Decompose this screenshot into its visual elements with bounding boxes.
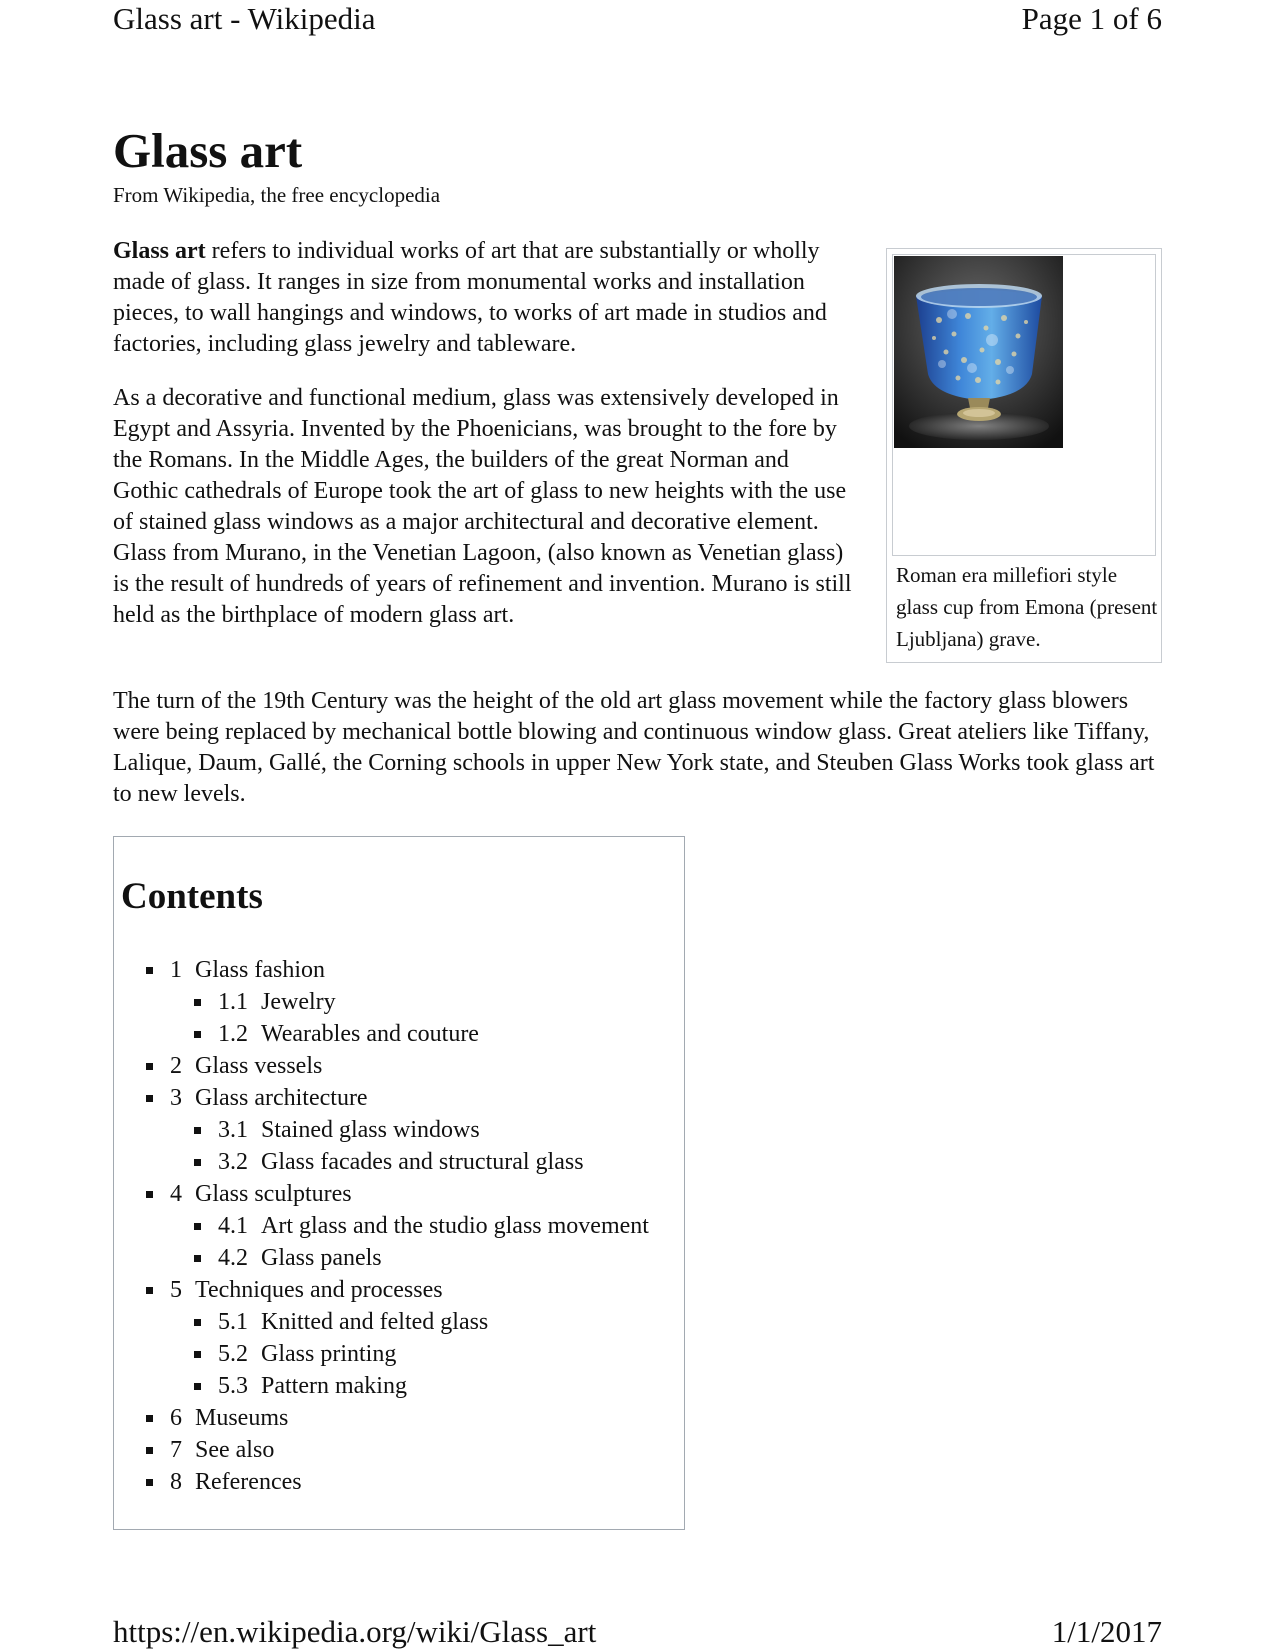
history-paragraph: As a decorative and functional medium, glass was extensively developed in Egypt and Assyria. Invented by the Phoenicians, was brought to the fore by the Romans. In the Middle Ages, the builders of the great Norman and Gothic cathedrals of Europe took the art of glass to new heights with the use of stained glass windows as a major architectural and decorative element. Glass from Murano, in the Venetian Lagoon, (also known as Venetian glass) is the result of hundreds of years of refinement and invention. Murano is still held as the birthplace of modern glass art.: [113, 385, 852, 628]
toc-bullet-icon: [194, 1223, 201, 1230]
glass-cup-image[interactable]: [894, 256, 1063, 448]
toc-item-label: Glass vessels: [195, 1053, 323, 1079]
toc-bullet-icon: [194, 999, 201, 1006]
toc-list: [114, 954, 649, 1498]
toc-bullet-icon: [194, 1383, 201, 1390]
toc-bullet-icon: [194, 1255, 201, 1262]
toc-item[interactable]: [114, 1466, 649, 1498]
toc-item-label: Glass facades and structural glass: [261, 1149, 584, 1175]
toc-item-number: 3: [170, 1085, 182, 1111]
toc-item[interactable]: [114, 954, 649, 986]
toc-item-number: 7: [170, 1437, 182, 1463]
toc-item[interactable]: [114, 1146, 649, 1178]
toc-item-label: Glass architecture: [195, 1085, 368, 1111]
toc-item-number: 3.1: [218, 1117, 248, 1143]
toc-item-number: 3.2: [218, 1149, 248, 1175]
glass-cup-illustration: [894, 256, 1063, 448]
toc-item[interactable]: [114, 1434, 649, 1466]
toc-bullet-icon: [146, 1415, 153, 1422]
toc-item[interactable]: [114, 1050, 649, 1082]
toc-item-number: 1.1: [218, 989, 248, 1015]
toc-item-label: Jewelry: [261, 989, 336, 1015]
toc-bullet-icon: [146, 1287, 153, 1294]
toc-item[interactable]: [114, 1338, 649, 1370]
toc-item-number: 4: [170, 1181, 182, 1207]
toc-item-label: Techniques and processes: [195, 1277, 443, 1303]
toc-item-number: 2: [170, 1053, 182, 1079]
table-of-contents: [113, 836, 685, 1530]
toc-item-number: 1: [170, 957, 182, 983]
toc-item-label: References: [195, 1469, 302, 1495]
toc-bullet-icon: [194, 1319, 201, 1326]
toc-item-number: 1.2: [218, 1021, 248, 1047]
figure-image-frame: [892, 254, 1156, 556]
intro-text: refers to individual works of art that are substantially or wholly made of glass. It ranges in size from monumental works and installation pieces, to wall hangings and windows, to works of art made in studios and factories, including glass jewelry and tableware.: [113, 238, 827, 357]
article-title: Glass art: [113, 123, 303, 178]
figure-caption: Roman era millefiori style glass cup from Emona (present Ljubljana) grave.: [896, 563, 1158, 651]
toc-item[interactable]: [114, 986, 649, 1018]
toc-item-label: Pattern making: [261, 1373, 407, 1399]
toc-item-label: Stained glass windows: [261, 1117, 480, 1143]
toc-item[interactable]: [114, 1082, 649, 1114]
intro-bold-term: Glass art: [113, 238, 206, 264]
toc-bullet-icon: [146, 1095, 153, 1102]
toc-item-number: 5: [170, 1277, 182, 1303]
toc-bullet-icon: [146, 967, 153, 974]
toc-item-number: 6: [170, 1405, 182, 1431]
article-tagline: From Wikipedia, the free encyclopedia: [113, 183, 441, 207]
toc-item[interactable]: [114, 1114, 649, 1146]
toc-bullet-icon: [194, 1031, 201, 1038]
print-footer-url: https://en.wikipedia.org/wiki/Glass_art: [113, 1614, 597, 1649]
toc-bullet-icon: [146, 1191, 153, 1198]
intro-paragraph: [113, 236, 858, 360]
toc-item-label: Glass sculptures: [195, 1181, 352, 1207]
toc-item-label: Glass panels: [261, 1245, 382, 1271]
toc-item-label: Wearables and couture: [261, 1021, 479, 1047]
toc-item[interactable]: [114, 1370, 649, 1402]
toc-bullet-icon: [194, 1351, 201, 1358]
toc-item-number: 8: [170, 1469, 182, 1495]
toc-item-number: 4.2: [218, 1245, 248, 1271]
toc-item-label: Knitted and felted glass: [261, 1309, 489, 1335]
toc-item[interactable]: [114, 1018, 649, 1050]
figure-thumbnail: [886, 248, 1162, 663]
toc-item-label: Glass printing: [261, 1341, 397, 1367]
toc-bullet-icon: [146, 1063, 153, 1070]
toc-item-label: Glass fashion: [195, 957, 325, 983]
toc-title: Contents: [121, 876, 263, 917]
toc-item-label: Art glass and the studio glass movement: [261, 1213, 649, 1239]
toc-item[interactable]: [114, 1402, 649, 1434]
toc-item-label: Museums: [195, 1405, 289, 1431]
toc-bullet-icon: [146, 1447, 153, 1454]
movement-paragraph: The turn of the 19th Century was the height of the old art glass movement while the factory glass blowers were being replaced by mechanical bottle blowing and continuous window glass. Great ateliers like Tiffany, Lalique, Daum, Gallé, the Corning schools in upper New York state, and Steuben Glass Works took glass art to new levels.: [113, 688, 1155, 807]
toc-item-number: 4.1: [218, 1213, 248, 1239]
toc-item[interactable]: [114, 1178, 649, 1210]
toc-item[interactable]: [114, 1242, 649, 1274]
toc-item[interactable]: [114, 1274, 649, 1306]
toc-item-label: See also: [195, 1437, 275, 1463]
toc-item[interactable]: [114, 1210, 649, 1242]
print-footer-date: 1/1/2017: [1051, 1614, 1162, 1649]
toc-bullet-icon: [194, 1127, 201, 1134]
toc-item-number: 5.2: [218, 1341, 248, 1367]
toc-bullet-icon: [146, 1479, 153, 1486]
toc-bullet-icon: [194, 1159, 201, 1166]
toc-item-number: 5.1: [218, 1309, 248, 1335]
toc-item-number: 5.3: [218, 1373, 248, 1399]
print-header-page-number: Page 1 of 6: [1021, 1, 1162, 36]
toc-item[interactable]: [114, 1306, 649, 1338]
print-header-title: Glass art - Wikipedia: [113, 1, 376, 36]
